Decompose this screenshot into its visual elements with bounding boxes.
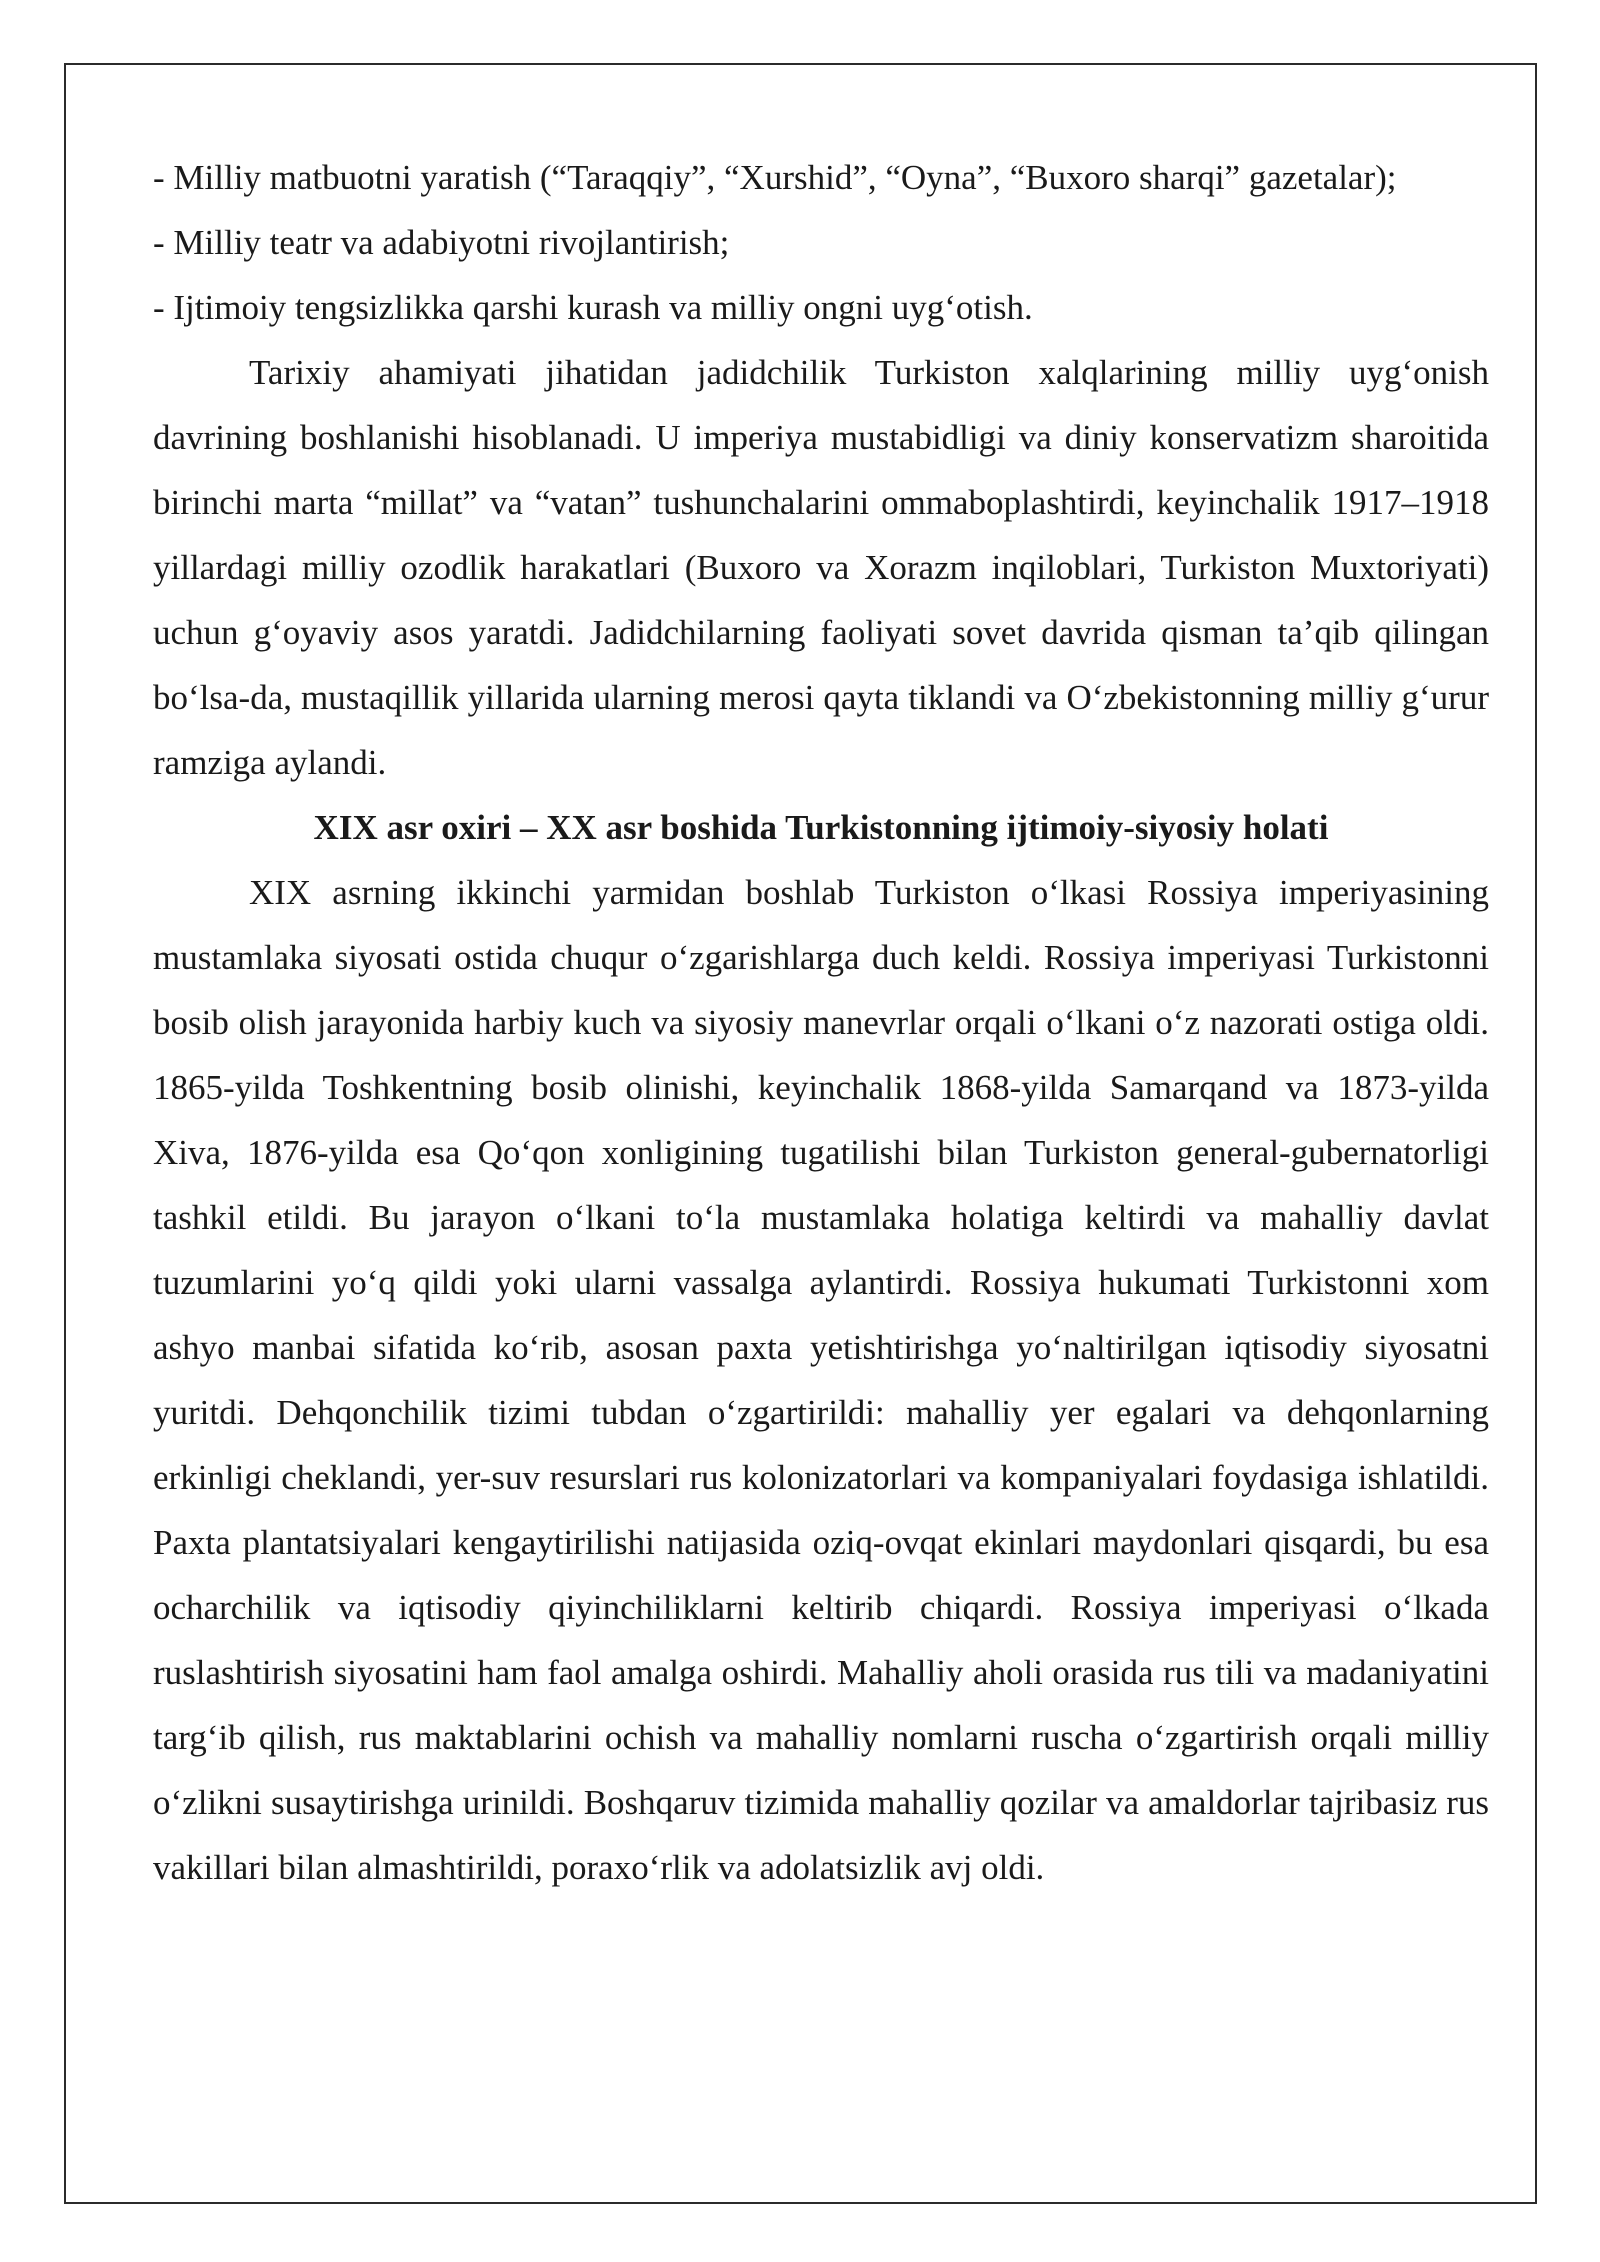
document-body	[153, 145, 1489, 1900]
list-item: - Milliy matbuotni yaratish (“Taraqqiy”, “Xurshid”, “Oyna”, “Buxoro sharqi” gazetalar);	[153, 158, 1397, 197]
paragraph-historical-significance: Tarixiy ahamiyati jihatidan jadidchilik Turkiston xalqlarining milliy uyg‘onish davrining boshlanishi hisoblanadi. U imperiya mustabidligi va diniy konservatizm sharoitida birinchi marta “millat” va “vatan” tushunchalarini ommaboplashtirdi, keyinchalik 1917–1918 yillardagi milliy ozodlik harakatlari (Buxoro va Xorazm inqiloblari, Turkiston Muxtoriyati) uchun g‘oyaviy asos yaratdi. Jadidchilarning faoliyati sovet davrida qisman ta’qib qilingan bo‘lsa-da, mustaqillik yillarida ularning merosi qayta tiklandi va O‘zbekistonning milliy g‘urur ramziga aylandi.	[153, 353, 1489, 782]
list-item: - Ijtimoiy tengsizlikka qarshi kurash va milliy ongni uyg‘otish.	[153, 288, 1033, 327]
section-heading: XIX asr oxiri – XX asr boshida Turkistonning ijtimoiy-siyosiy holati	[313, 808, 1329, 847]
paragraph-socio-political-situation: XIX asrning ikkinchi yarmidan boshlab Turkiston o‘lkasi Rossiya imperiyasining mustamlaka siyosati ostida chuqur o‘zgarishlarga duch keldi. Rossiya imperiyasi Turkistonni bosib olish jarayonida harbiy kuch va siyosiy manevrlar orqali o‘lkani o‘z nazorati ostiga oldi. 1865-yilda Toshkentning bosib olinishi, keyinchalik 1868-yilda Samarqand va 1873-yilda Xiva, 1876-yilda esa Qo‘qon xonligining tugatilishi bilan Turkiston general-gubernatorligi tashkil etildi. Bu jarayon o‘lkani to‘la mustamlaka holatiga keltirdi va mahalliy davlat tuzumlarini yo‘q qildi yoki ularni vassalga aylantirdi. Rossiya hukumati Turkistonni xom ashyo manbai sifatida ko‘rib, asosan paxta yetishtirishga yo‘naltirilgan iqtisodiy siyosatni yuritdi. Dehqonchilik tizimi tubdan o‘zgartirildi: mahalliy yer egalari va dehqonlarning erkinligi cheklandi, yer-suv resurslari rus kolonizatorlari va kompaniyalari foydasiga ishlatildi. Paxta plantatsiyalari kengaytirilishi natijasida oziq-ovqat ekinlari maydonlari qisqardi, bu esa ocharchilik va iqtisodiy qiyinchiliklarni keltirib chiqardi. Rossiya imperiyasi o‘lkada ruslashtirish siyosatini ham faol amalga oshirdi. Mahalliy aholi orasida rus tili va madaniyatini targ‘ib qilish, rus maktablarini ochish va mahalliy nomlarni ruscha o‘zgartirish orqali milliy o‘zlikni susaytirishga urinildi. Boshqaruv tizimida mahalliy qozilar va amaldorlar tajribasiz rus vakillari bilan almashtirildi, poraxo‘rlik va adolatsizlik avj oldi.	[153, 873, 1489, 1887]
list-item: - Milliy teatr va adabiyotni rivojlantirish;	[153, 223, 730, 262]
